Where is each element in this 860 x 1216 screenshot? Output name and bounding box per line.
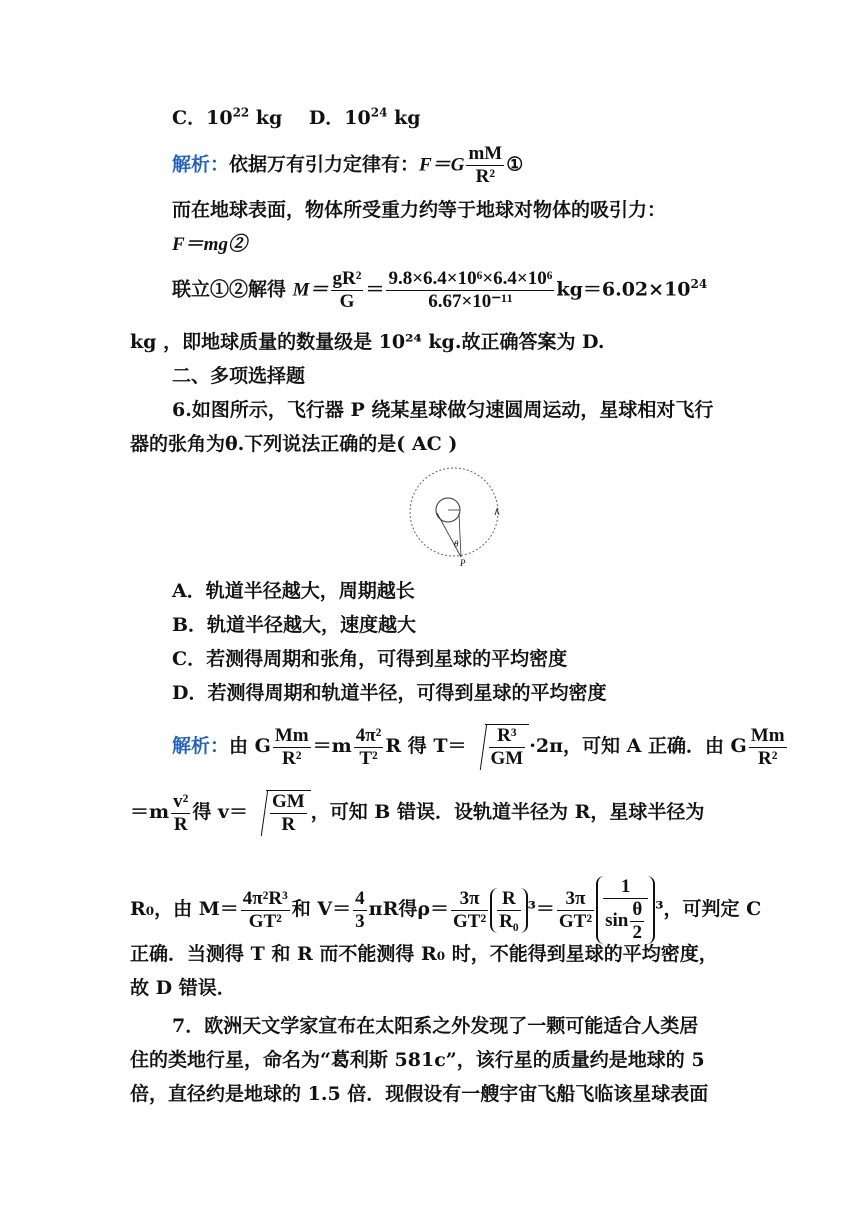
parenthesis: 1 sin $\frac{\theta}{2}$ <box>596 876 655 944</box>
sol6-line1: 解析：由 G $\frac{Mm}{\text{R²}}$ ＝m $\frac{\text{4π²}}{\text{T²}}$ R 得 T＝ $\frac{\text{R³}}{GM}$ ·2π，可知 A 正确．由 G $\frac{Mm}{\text{R²}}$ <box>172 724 785 769</box>
fraction: $\frac{\text{4π²}}{\text{T²}}$ <box>355 724 382 769</box>
parenthesis: $\frac{R}{\text{R₀}}$ <box>490 888 527 933</box>
sol6-line5: 故 D 错误． <box>130 977 236 999</box>
theta-label: θ <box>454 539 459 549</box>
fraction: $\frac{Mm}{\text{R²}}$ <box>274 724 309 769</box>
q6-stem-line1: 6.如图所示，飞行器 P 绕某星球做匀速圆周运动，星球相对飞行 <box>172 399 714 421</box>
section-heading: 二、多项选择题 <box>172 365 306 387</box>
q7-line1: 7．欧洲天文学家宣布在太阳系之外发现了一颗可能适合人类居 <box>172 1015 699 1037</box>
sol6-line4: 正确．当测得 T 和 R 而不能测得 R₀ 时，不能得到星球的平均密度， <box>130 943 718 965</box>
option-d: D．$10^{24}$ kg <box>308 105 421 129</box>
square-root: $\frac{GM}{R}$ <box>250 790 311 836</box>
fraction: $\frac{\text{4π²R³}}{\text{GT²}}$ <box>242 887 288 932</box>
options-c-d <box>172 106 421 130</box>
sol6-line2: ＝m $\frac{\text{v²}}{R}$ 得 v＝ $\frac{GM}{R}$ ，可知 B 错误．设轨道半径为 R，星球半径为 <box>130 790 705 835</box>
fraction: $\frac{3\pi}{\text{GT²}}$ <box>453 887 487 932</box>
fraction: $\frac{Mm}{\text{R²}}$ <box>750 724 785 769</box>
fraction: $\frac{\text{v²}}{R}$ <box>173 790 189 835</box>
orbit-figure <box>398 465 510 569</box>
q6-option-b: B．轨道半径越大，速度越大 <box>172 614 417 636</box>
sol5-line4: 联立①②解得 M＝ $\frac{\text{gR²}}{G}$ ＝ $\frac{\text{9.8×6.4×10⁶×6.4×10⁶}}{\text{6.67×10⁻¹¹}}$ $kg=6.02\times 10^{24}$ <box>172 268 708 312</box>
sol5-line3: F＝mg② <box>172 234 247 255</box>
q6-stem-line2: 器的张角为θ.下列说法正确的是( AC ) <box>130 433 458 455</box>
sol5-line2: 而在地球表面，物体所受重力约等于地球对物体的吸引力： <box>172 199 667 221</box>
fraction: $\frac{\text{9.8×6.4×10⁶×6.4×10⁶}}{\text{6.67×10⁻¹¹}}$ <box>388 268 553 312</box>
solution-label: 解析： <box>172 153 230 176</box>
fraction: $\frac{4}{3}$ <box>355 887 365 932</box>
q7-line3: 倍，直径约是地球的 1.5 倍．现假设有一艘宇宙飞船飞临该星球表面 <box>130 1083 709 1105</box>
q6-option-a: A．轨道半径越大，周期越长 <box>172 580 415 602</box>
fraction: $\frac{3\pi}{\text{GT²}}$ <box>558 887 593 932</box>
square-root: $\frac{\text{R³}}{GM}$ <box>469 724 530 770</box>
point-p-label: P <box>460 558 466 568</box>
sol5-line5: kg ，即地球质量的数量级是 10²⁴ kg.故正确答案为 D. <box>130 331 605 353</box>
sol6-line3: R₀，由 M＝ $\frac{\text{4π²R³}}{\text{GT²}}$ 和 V＝ $\frac{4}{3}$ πR得ρ＝ $\frac{3\pi}{\text{GT²}}$ $\frac{R}{\text{R₀}}$ ³＝ $\frac{3\pi}{\text{GT²}}$ 1 sin $\frac{\theta}{2}$ ³，可判定 C <box>130 876 762 943</box>
q6-option-d: D．若测得周期和轨道半径，可得到星球的平均密度 <box>172 682 607 704</box>
fraction: $\frac{mM}{\text{R²}}$ <box>468 143 503 187</box>
q6-option-c: C．若测得周期和张角，可得到星球的平均密度 <box>172 648 568 670</box>
option-c: C．$10^{22}$ kg <box>172 105 283 129</box>
fraction: $\frac{\text{gR²}}{G}$ <box>332 268 362 312</box>
solution-label: 解析： <box>172 735 230 757</box>
sol5-line1: 解析：依据万有引力定律有：F＝G $\frac{mM}{\text{R²}}$ ① <box>172 143 524 187</box>
q7-line2: 住的类地行星，命名为“葛利斯 581c”，该行星的质量约是地球的 5 <box>130 1049 705 1071</box>
